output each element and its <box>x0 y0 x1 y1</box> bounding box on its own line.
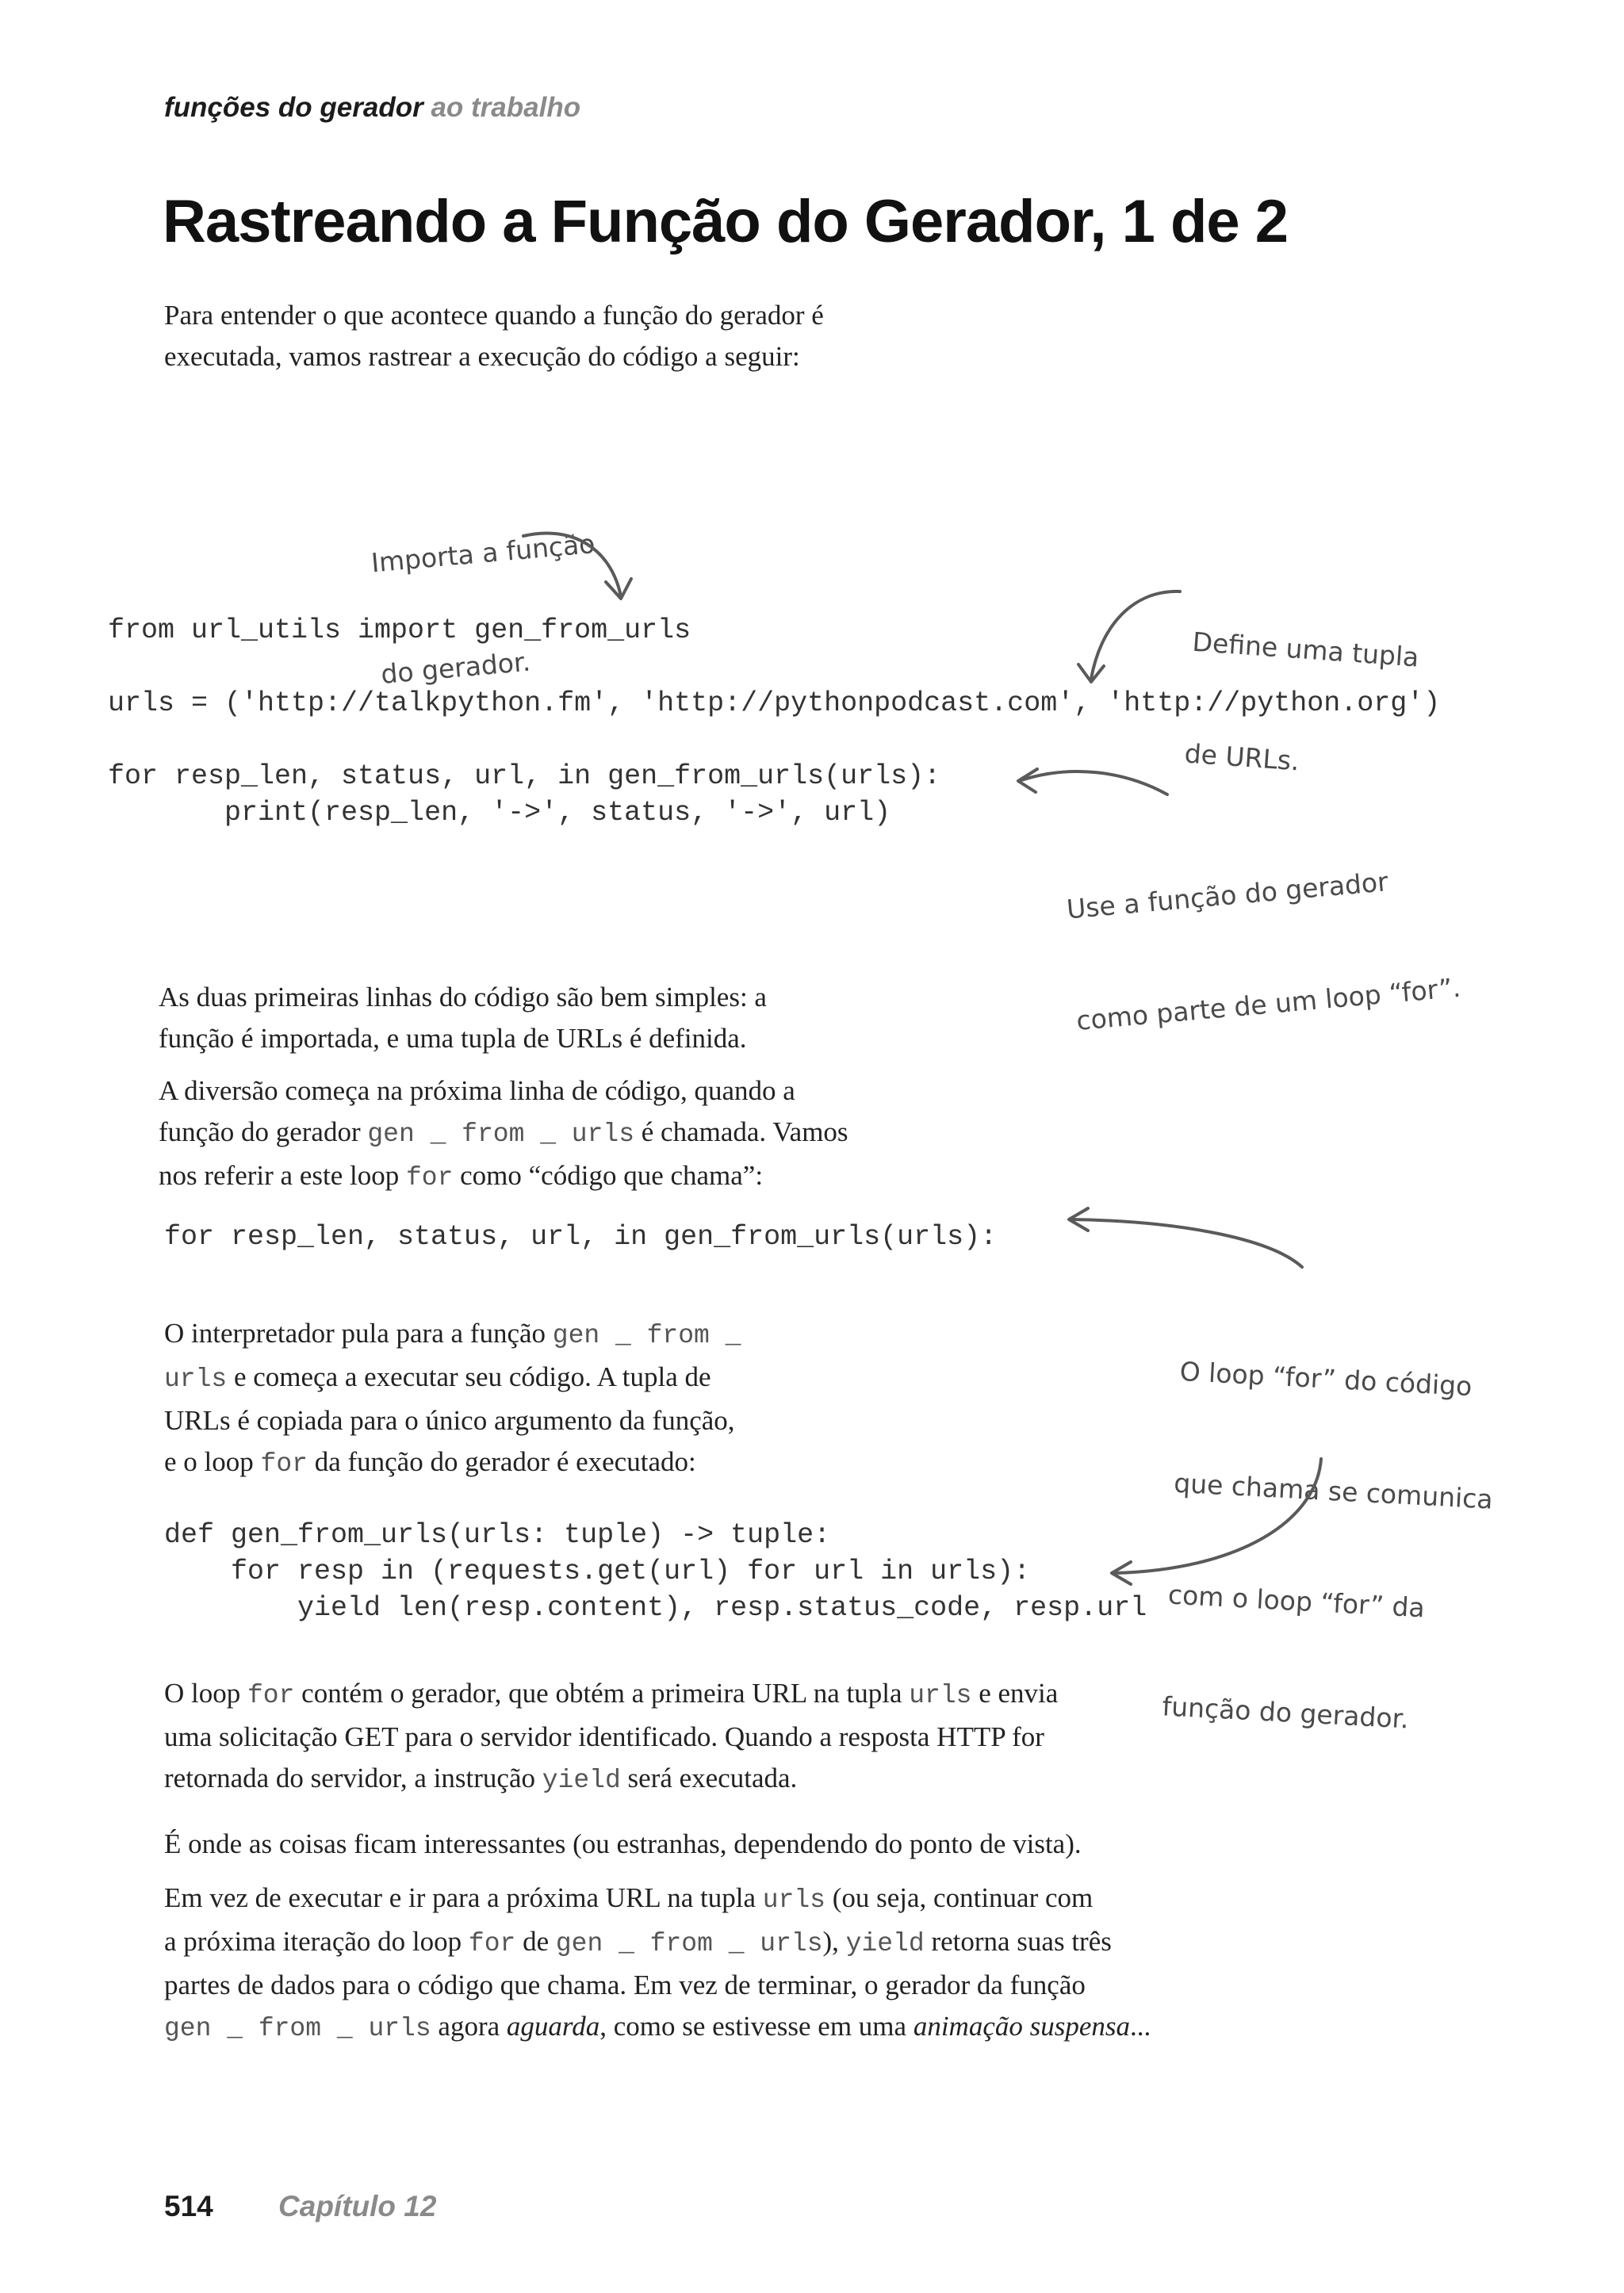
text-run: contém o gerador, que obtém a primeira URL na tupla <box>294 1678 910 1709</box>
text-run: O interpretador pula para a função <box>164 1318 553 1349</box>
text-run: a próxima iteração do loop <box>164 1926 469 1957</box>
annotation-line: função do gerador. <box>1161 1690 1410 1735</box>
annotation-line: com o loop “for” da <box>1167 1579 1426 1624</box>
header-section-gray: ao trabalho <box>431 92 581 123</box>
annotation-use <box>1059 783 1465 1077</box>
paragraph-line <box>164 1758 1058 1801</box>
inline-code: gen _ from _ urls <box>164 2014 431 2043</box>
inline-code: gen _ from _ urls <box>555 1929 823 1958</box>
text-run: ... <box>1130 2011 1151 2042</box>
page-title: Rastreando a Função do Gerador, 1 de 2 <box>163 188 1289 255</box>
text-run: e começa a executar seu código. A tupla de <box>227 1361 711 1392</box>
paragraph <box>159 1070 848 1199</box>
page-footer <box>164 2190 436 2223</box>
paragraph-line: A diversão começa na próxima linha de código, quando a <box>159 1075 795 1106</box>
code-block-caller <box>164 1219 997 1255</box>
paragraph-line <box>164 1441 741 1485</box>
paragraph-line <box>164 1673 1058 1717</box>
text-run: e envia <box>971 1678 1059 1709</box>
code-line: urls = ('http://talkpython.fm', 'http://pythonpodcast.com', 'http://python.org') <box>108 687 1441 719</box>
intro-line: executada, vamos rastrear a execução do código a seguir: <box>164 341 800 372</box>
arrow-caller-loop <box>1069 1208 1302 1267</box>
annotation-loop <box>1159 1278 1503 1778</box>
text-run: nos referir a este loop <box>159 1160 406 1191</box>
code-line: for resp_len, status, url, in gen_from_urls(urls): <box>108 760 941 792</box>
code-line: for resp in (requests.get(url) for url in urls): <box>164 1556 1031 1587</box>
text-run: retorna suas três <box>924 1926 1112 1957</box>
text-run: será executada. <box>620 1763 798 1793</box>
code-line: for resp_len, status, url, in gen_from_urls(urls): <box>164 1221 998 1253</box>
annotation-line: do gerador. <box>379 645 532 690</box>
code-line: print(resp_len, '->', status, '->', url) <box>108 797 891 829</box>
emphasis: animação suspensa <box>913 2011 1131 2042</box>
inline-code: gen _ from _ urls <box>367 1120 635 1149</box>
inline-code: yield <box>542 1766 621 1795</box>
emphasis: aguarda <box>506 2011 600 2042</box>
inline-code: for <box>405 1163 454 1192</box>
annotation-line: de URLs. <box>1183 737 1300 777</box>
paragraph <box>164 1824 1082 1865</box>
intro-paragraph <box>164 295 824 377</box>
text-run: retornada do servidor, a instrução <box>164 1763 542 1793</box>
paragraph-line <box>164 1878 1151 1921</box>
paragraph-line <box>164 2006 1151 2050</box>
code-line: def gen_from_urls(urls: tuple) -> tuple: <box>164 1519 831 1551</box>
inline-code: for <box>247 1681 295 1710</box>
text-run: é chamada. Vamos <box>634 1116 848 1147</box>
inline-code: for <box>468 1929 516 1958</box>
text-run: O loop <box>164 1678 247 1709</box>
page-number: 514 <box>164 2190 213 2222</box>
text-run: agora <box>431 2011 507 2042</box>
paragraph-line: É onde as coisas ficam interessantes (ou estranhas, dependendo do ponto de vista). <box>164 1828 1082 1859</box>
chapter-label: Capítulo 12 <box>278 2190 437 2222</box>
annotation-line: Define uma tupla <box>1191 626 1420 673</box>
text-run: (ou seja, continuar com <box>825 1882 1094 1913</box>
paragraph <box>164 1673 1058 1801</box>
intro-line: Para entender o que acontece quando a função do gerador é <box>164 300 824 331</box>
text-run: Em vez de executar e ir para a próxima URL na tupla <box>164 1882 763 1913</box>
paragraph-line: URLs é copiada para o único argumento da função, <box>164 1405 735 1436</box>
inline-code: for <box>260 1449 308 1479</box>
inline-code: urls <box>909 1681 972 1710</box>
running-header <box>164 92 580 124</box>
annotation-line: Use a função do gerador <box>1065 866 1390 925</box>
paragraph-line <box>159 1112 848 1155</box>
annotation-line: que chama se comunica <box>1173 1467 1494 1515</box>
paragraph-line <box>159 1155 848 1199</box>
paragraph-line <box>164 1357 741 1400</box>
text-run: ), <box>822 1926 846 1957</box>
text-run: e o loop <box>164 1446 261 1477</box>
paragraph <box>159 977 767 1059</box>
paragraph-line: As duas primeiras linhas do código são bem simples: a <box>159 982 767 1013</box>
annotation-line: como parte de um loop “for”. <box>1074 971 1462 1036</box>
header-section-bold: funções do gerador <box>164 92 423 123</box>
paragraph-line <box>164 1921 1151 1965</box>
code-block-main <box>108 612 1440 831</box>
paragraph-line <box>164 1313 741 1357</box>
paragraph <box>164 1878 1151 2050</box>
text-run: , como se estivesse em uma <box>599 2011 914 2042</box>
text-run: como “código que chama”: <box>453 1160 764 1191</box>
paragraph-line: função é importada, e uma tupla de URLs é definida. <box>159 1023 747 1054</box>
text-run: da função do gerador é executado: <box>307 1446 696 1477</box>
code-line: yield len(resp.content), resp.status_code, resp.url <box>164 1592 1147 1624</box>
text-run: de <box>515 1926 556 1957</box>
code-line: from url_utils import gen_from_urls <box>108 614 691 646</box>
inline-code: yield <box>845 1929 925 1958</box>
paragraph-line: partes de dados para o código que chama. Em vez de terminar, o gerador da função <box>164 1970 1086 2000</box>
text-run: função do gerador <box>159 1116 368 1147</box>
annotation-line: O loop “for” do código <box>1178 1355 1473 1403</box>
paragraph-line: uma solicitação GET para o servidor identificado. Quando a resposta HTTP for <box>164 1721 1044 1752</box>
code-block-generator <box>164 1517 1147 1626</box>
paragraph <box>164 1313 741 1485</box>
inline-code: urls <box>164 1365 228 1394</box>
inline-code: urls <box>762 1885 825 1915</box>
annotation-line: Importa a função <box>370 527 596 579</box>
inline-code: gen _ from _ <box>552 1321 741 1350</box>
